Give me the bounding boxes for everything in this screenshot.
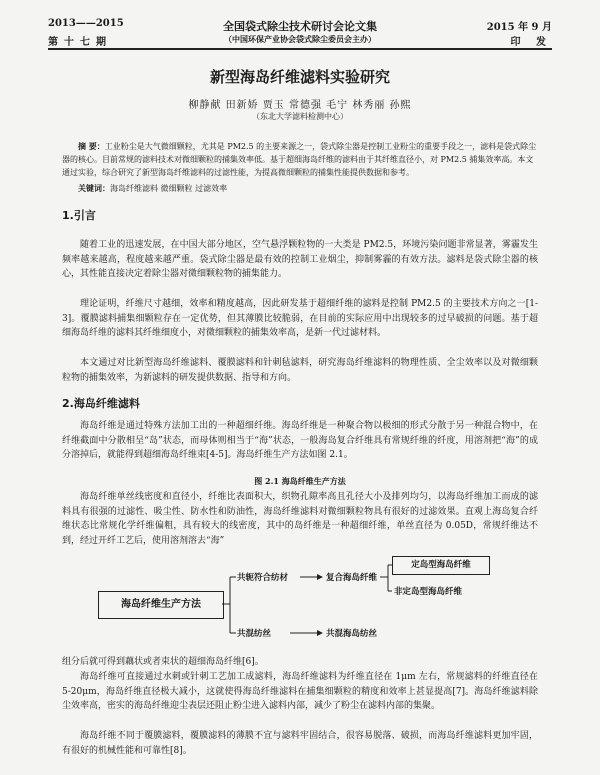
production-method-diagram <box>82 555 522 651</box>
abstract <box>62 140 538 179</box>
running-header <box>48 18 552 48</box>
header-year-range: 2013——2015 <box>48 18 124 29</box>
figure-caption: 图 2.1 海岛纤维生产方法 <box>254 476 346 486</box>
intro-paragraph-2: 理论证明，纤维尺寸越细，效率和精度越高，因此研发基于超细纤维的滤料是控制 PM2.5 的主要技术方向之一[1-3]。覆膜滤料捕集细颗粒存在一定优势，但其薄膜比较脆弱，在目前的实际应用中出现较多的过早破损的问题。基于超细海岛纤维的滤料其纤维细度小，对微细颗粒的捕集效率高，是新一代过滤材料。 <box>62 299 538 338</box>
arrowhead-top <box>317 574 323 580</box>
header-organizer: （中国环保产业协会袋式除尘委员会主办） <box>224 35 376 44</box>
abstract-label: 摘 要： <box>78 141 105 151</box>
diagram-node-fixed-island: 定岛型海岛纤维 <box>392 556 490 575</box>
header-proceedings-title: 全国袋式除尘技术研讨会论文集 <box>223 20 377 33</box>
diagram-node-blend-spinning: 共混纺丝 <box>237 629 272 639</box>
section2-paragraph-2: 海岛纤维单丝线密度和直径小，纤维比表面积大，织物孔隙率高且孔径大小及排列均匀，以海岛纤维加工而成的滤料具有很强的过滤性、吸尘性、防水性和防油性，海岛纤维滤料对微细颗粒物具有很好的过滤效果。直观上海岛复合纤维状态比常规化学纤维偏粗，具有较大的线密度，其中的岛纤维是一种超细纤维，单丝直径为 0.05D，常规纤维达不到，经过开纤工艺后，使用溶剂溶去“海” <box>62 492 538 546</box>
section2-paragraph-5: 海岛纤维不同于覆膜滤料，覆膜滤料的薄膜不宜与滤料牢固结合，很容易脱落、破损，而海岛纤维滤料更加牢固，有很好的机械性能和可靠性[8]。 <box>62 731 538 756</box>
section2-paragraph-4: 海岛纤维可直接通过水刺或针刺工艺加工成滤料，海岛纤维滤料为纤维直径在 1μm 左右，常规滤料的纤维直径在 5-20μm，海岛纤维直径极大减小，这就使得海岛纤维滤料在捕集细颗粒的精度和效率上甚显提高[7]。海岛纤维滤料除尘效率高，密实的海岛纤维迎尘表层还阻止粉尘进入滤料内部，减少了粉尘在滤料内部的集聚。 <box>62 672 538 711</box>
section2-paragraph-3: 组分后就可得到藕状或者束状的超细海岛纤维[6]。 <box>62 657 264 667</box>
diagram-root-node: 海岛纤维生产方法 <box>98 591 224 619</box>
keywords-text: 海岛纤维滤料 微细颗粒 过滤效率 <box>110 184 228 193</box>
header-print-note: 印 发 <box>510 37 552 48</box>
diagram-node-composite-fiber: 复合海岛纤维 <box>326 573 378 583</box>
intro-paragraph-1: 随着工业的迅速发展，在中国大部分地区，空气悬浮颗粒物的一大类是 PM2.5，环境污染问题非常显著，雾霾发生频率越来越高，程度越来越严重。袋式除尘器是最有效的控制工业烟尘，抑制雾霾的有效方法。滤料是袋式除尘器的核心，其性能直接决定着除尘器对微细颗粒物的捕集能力。 <box>62 240 538 279</box>
article-title: 新型海岛纤维滤料实验研究 <box>209 68 390 86</box>
header-issue: 第十七期 <box>48 37 112 48</box>
keywords-label: 关键词： <box>78 183 110 193</box>
intro-paragraph-3: 本文通过对比新型海岛纤维滤料、覆膜滤料和针刺毡滤料，研究海岛纤维滤料的物理性质、全尘效率以及对微细颗粒物的捕集效率，为新滤料的研发提供数据、指导和方向。 <box>62 358 538 383</box>
section2-paragraph-1: 海岛纤维是通过特殊方法加工出的一种超细纤维。海岛纤维是一种聚合物以极细的形式分散于另一种混合物中，在纤维截面中分散相呈“岛”状态，而母体则相当于“海”状态，一般海岛复合纤维具有常规纤维的纤度，用溶剂把“海”的成分溶掉后，就能得到超细海岛纤维束[4-5]。海岛纤维生产方法如图 2.1。 <box>62 421 538 460</box>
header-date: 2015 年 9 月 <box>486 22 552 33</box>
affiliation: （东北大学滤料检测中心） <box>252 112 348 121</box>
diagram-node-blend-island: 共混海岛纺丝 <box>326 629 378 639</box>
keywords <box>78 183 538 194</box>
diagram-node-unfixed-island: 非定岛型海岛纤维 <box>394 587 463 597</box>
arrowhead-bottom <box>317 630 323 636</box>
header-rule <box>48 48 552 50</box>
author-list: 柳静献 田新娇 贾玉 常德强 毛宁 林秀丽 孙熙 <box>188 100 412 111</box>
section-heading-introduction: 1.引言 <box>62 209 96 222</box>
diagram-node-conjugate-spinning: 共轭符合纺材 <box>237 573 289 583</box>
section-heading-island-fiber: 2.海岛纤维滤料 <box>62 397 140 410</box>
abstract-text: 工业粉尘是大气微细颗粒，尤其是 PM2.5 的主要来源之一，袋式除尘器是控制工业粉尘的重要手段之一，滤料是袋式除尘器的核心。目前常规的滤料技术对微细颗粒的捕集效率低。基于超细海岛纤维的滤料由于其纤维直径小，对 PM2.5 捕集效率高。本文通过实验，综合研究了新型海岛纤维滤料的过滤性能，为提高微细颗粒的捕集性能提供数据和参考。 <box>62 142 537 177</box>
